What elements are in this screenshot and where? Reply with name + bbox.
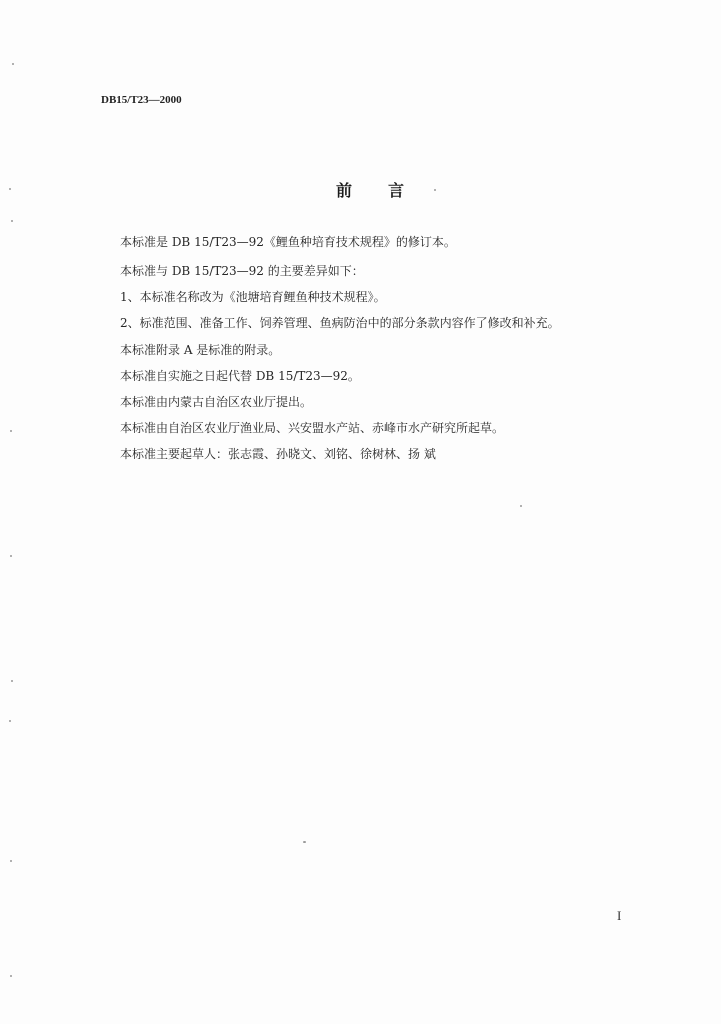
preface-line: 1、本标准名称改为《池塘培育鲤鱼种技术规程》。 bbox=[120, 290, 386, 304]
scan-speck bbox=[10, 430, 12, 432]
title-char-1: 前 bbox=[336, 181, 355, 200]
title-char-2: 言 bbox=[388, 181, 407, 200]
scan-speck bbox=[10, 860, 12, 862]
preface-line: 本标准是 DB 15/T23—92《鲤鱼种培育技术规程》的修订本。 bbox=[120, 235, 456, 249]
standard-code: DB15/T23—2000 bbox=[101, 94, 182, 106]
preface-line: 2、标准范围、准备工作、饲养管理、鱼病防治中的部分条款内容作了修改和补充。 bbox=[120, 316, 560, 330]
preface-line: 本标准由内蒙古自治区农业厅提出。 bbox=[120, 395, 313, 409]
scan-speck bbox=[9, 720, 11, 722]
scan-speck bbox=[303, 841, 306, 843]
preface-line: 本标准附录 A 是标准的附录。 bbox=[120, 343, 281, 357]
preface-line: 本标准与 DB 15/T23—92 的主要差异如下： bbox=[120, 264, 364, 278]
scan-speck bbox=[10, 975, 12, 977]
preface-line: 本标准主要起草人：张志霞、孙晓文、刘铭、徐树林、扬 斌 bbox=[120, 447, 436, 461]
scan-speck bbox=[434, 189, 436, 191]
preface-line: 本标准自实施之日起代替 DB 15/T23—92。 bbox=[120, 369, 360, 383]
scan-speck bbox=[10, 555, 12, 557]
scan-speck bbox=[11, 680, 13, 682]
scan-speck bbox=[11, 220, 13, 222]
scan-speck bbox=[9, 188, 11, 190]
preface-line: 本标准由自治区农业厅渔业局、兴安盟水产站、赤峰市水产研究所起草。 bbox=[120, 421, 505, 435]
scan-speck bbox=[520, 505, 522, 507]
scan-speck bbox=[12, 63, 14, 65]
page-number: I bbox=[617, 908, 622, 923]
